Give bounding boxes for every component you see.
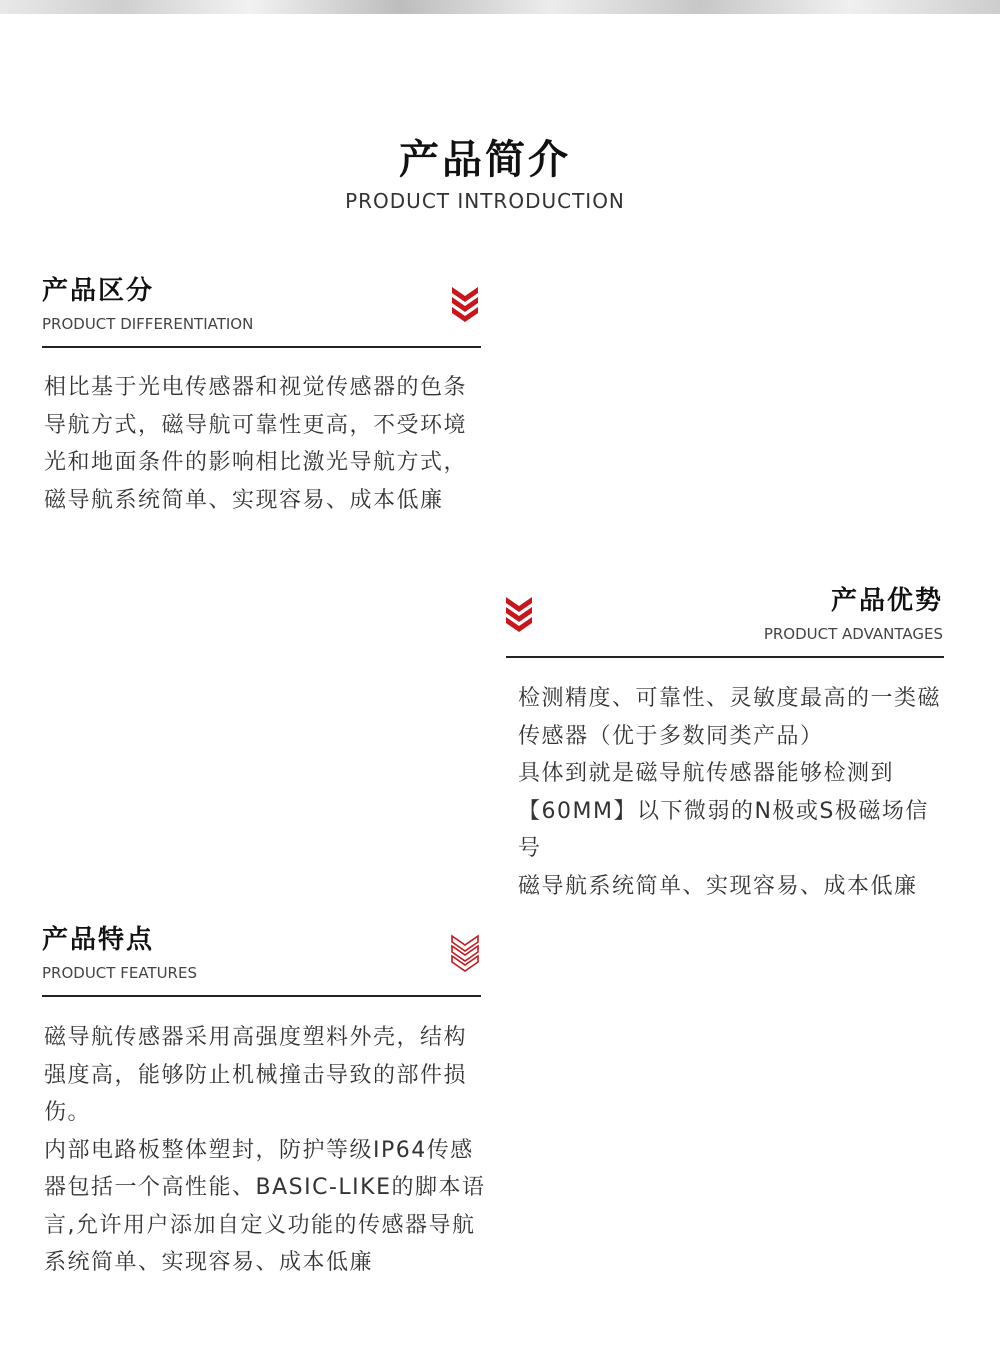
paragraph: 磁导航系统简单、实现容易、成本低廉 (518, 873, 918, 899)
section-body (44, 369, 482, 519)
section-title: 产品区分 (42, 276, 155, 306)
section-title: 产品优势 (830, 586, 943, 616)
section-divider (42, 995, 481, 997)
paragraph: 内部电路板整体塑封，防护等级IP64传感器包括一个高性能、BASIC-LIKE的脚本语言,允许用户添加自定义功能的传感器导航系统简单、实现容易、成本低廉 (44, 1137, 486, 1275)
section-advantages-heading (600, 585, 943, 643)
chevron-down-triple-icon (450, 285, 480, 323)
section-subtitle: PRODUCT FEATURES (42, 964, 197, 982)
section-title: 产品特点 (42, 925, 155, 955)
section-divider (42, 346, 481, 348)
paragraph: 磁导航传感器采用高强度塑料外壳，结构强度高，能够防止机械撞击导致的部件损伤。 (44, 1025, 468, 1125)
page-title: 产品简介 (399, 137, 571, 183)
section-body (518, 680, 950, 905)
section-subtitle: PRODUCT ADVANTAGES (763, 625, 943, 643)
section-subtitle: PRODUCT DIFFERENTIATION (42, 315, 254, 333)
section-differentiation-heading (42, 275, 253, 333)
chevron-down-triple-outline-icon (450, 934, 480, 972)
chevron-down-triple-icon (504, 595, 534, 633)
paragraph: 检测精度、可靠性、灵敏度最高的一类磁传感器（优于多数同类产品） (518, 686, 942, 749)
section-features-heading (42, 924, 197, 982)
paragraph: 具体到就是磁导航传感器能够检测到【60MM】以下微弱的N极或S极磁场信号 (518, 761, 929, 861)
section-body (44, 1019, 486, 1282)
section-divider (506, 656, 944, 658)
page-subtitle: PRODUCT INTRODUCTION (345, 189, 625, 213)
paragraph: 相比基于光电传感器和视觉传感器的色条导航方式，磁导航可靠性更高，不受环境光和地面条件的影响相比激光导航方式，磁导航系统简单、实现容易、成本低廉 (44, 375, 468, 513)
header-texture-band (0, 0, 1000, 14)
